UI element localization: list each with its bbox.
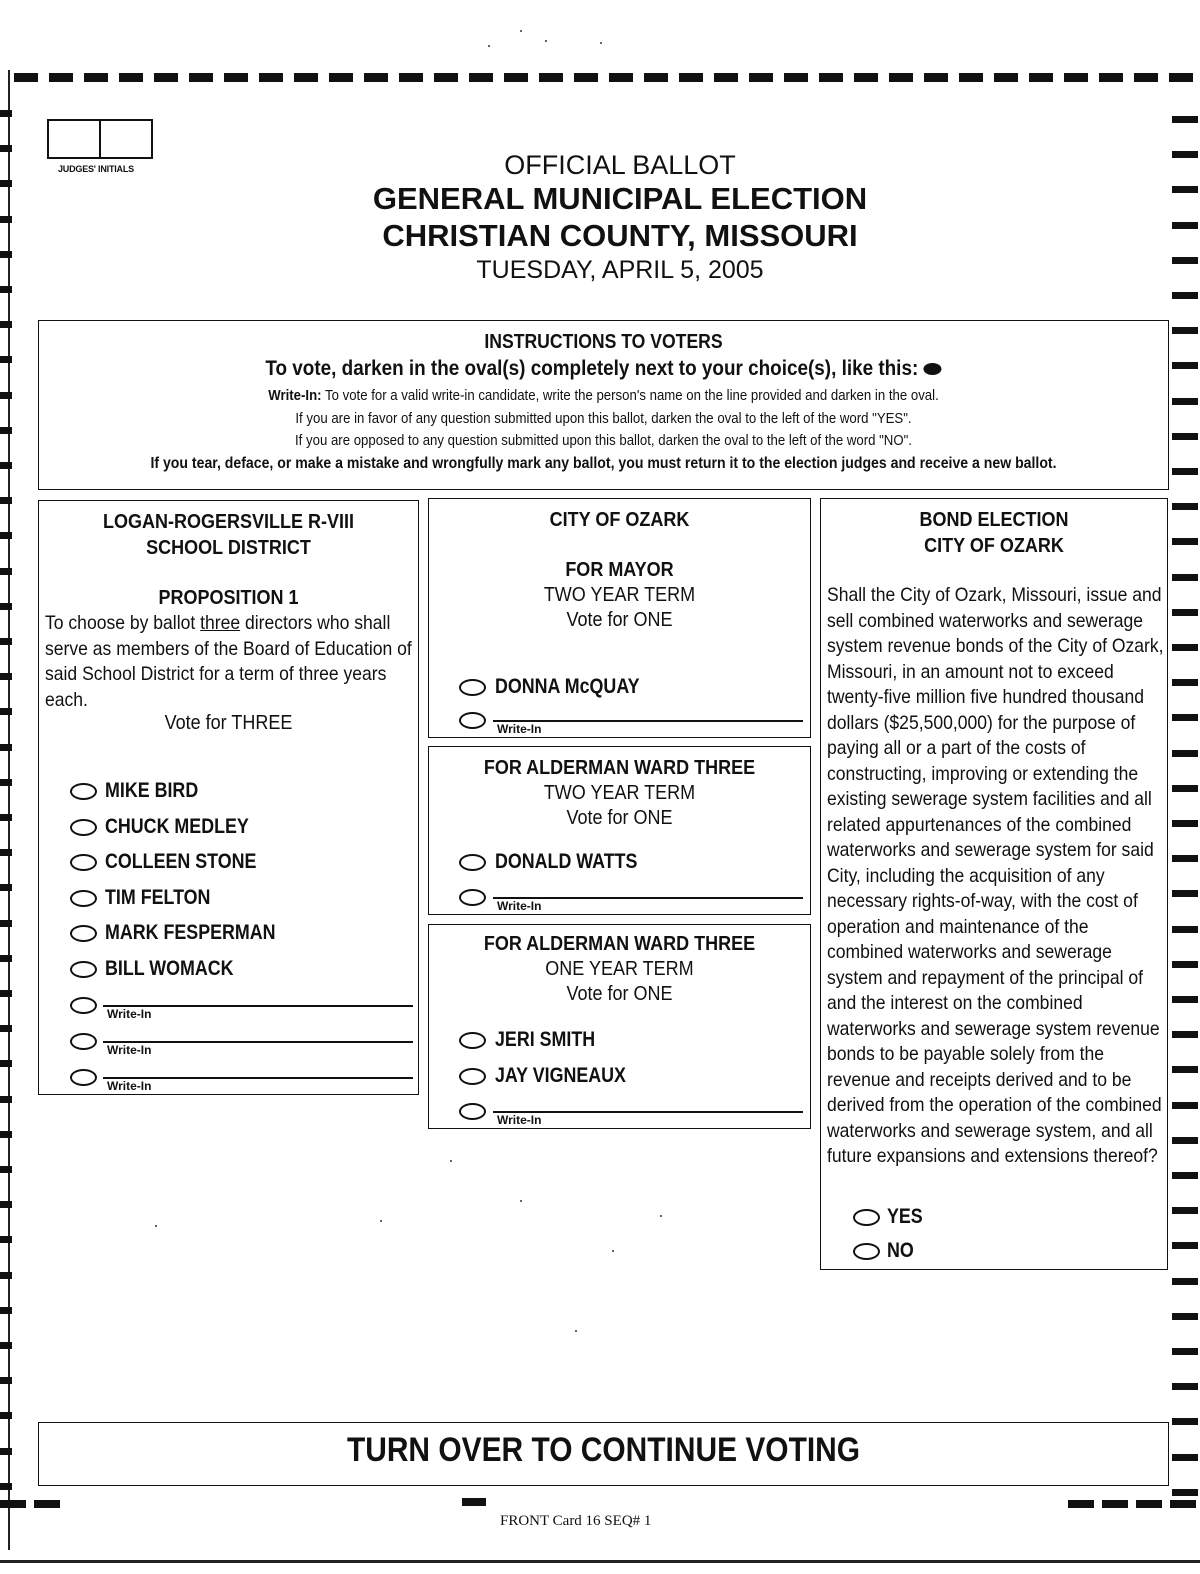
- vote-oval[interactable]: [70, 890, 97, 907]
- mayor-office: FOR MAYOR: [565, 559, 674, 581]
- timing-mark: [994, 73, 1018, 82]
- timing-mark: [539, 73, 563, 82]
- scan-speck: [660, 1215, 662, 1217]
- timing-mark: [0, 568, 12, 575]
- timing-mark: [0, 1025, 12, 1032]
- bond-question: Shall the City of Ozark, Missouri, issue and sell combined waterworks and sewerage system revenue bonds of the City of Ozark, Missouri, in an amount not to exceed twenty-five million five hundred thousand dollars ($25,500,000) for the purpose of paying all or a part of the costs of constructing, improving or extending the existing sewerage system facilities and all related appurtenances of the combined waterworks and sewerage system for said City, including the acquisition of any necessary rights-of-way, with the cost of operation and maintenance of the combined waterworks and sewerage system and repayment of the principal of and the interest on the combined waterworks and sewerage system revenue bonds to be payable solely from the revenue and receipts derived and to be derived from the operation of the combined waterworks and sewerage system, and all future expansions and extensions thereof?: [827, 584, 1164, 1167]
- timing-mark: [364, 73, 388, 82]
- candidate-name: DONALD WATTS: [495, 850, 638, 873]
- candidate-name: CHUCK MEDLEY: [105, 815, 249, 838]
- proposition-text-underlined: three: [200, 612, 241, 634]
- timing-mark: [1172, 151, 1198, 158]
- timing-mark: [0, 286, 12, 293]
- writein-label: Write-In: [107, 1079, 152, 1093]
- scan-speck: [612, 1250, 614, 1252]
- timing-mark: [1172, 750, 1198, 757]
- bond-election-contest: [820, 498, 1168, 1270]
- ward-one-office: FOR ALDERMAN WARD THREE: [483, 933, 756, 955]
- vote-oval[interactable]: [459, 854, 486, 871]
- timing-mark: [14, 73, 38, 82]
- timing-mark: [854, 73, 878, 82]
- scan-speck: [450, 1160, 452, 1162]
- timing-mark: [819, 73, 843, 82]
- timing-mark: [1172, 1348, 1198, 1355]
- timing-mark: [1172, 292, 1198, 299]
- timing-mark: [0, 321, 12, 328]
- ward-one-vote-for: Vote for ONE: [566, 983, 673, 1005]
- instructions-writein: [107, 387, 1101, 404]
- bond-heading-2: CITY OF OZARK: [924, 535, 1064, 557]
- timing-mark: [0, 849, 12, 856]
- yes-oval[interactable]: [853, 1209, 880, 1226]
- timing-mark: [1172, 820, 1198, 827]
- timing-mark: [1169, 73, 1193, 82]
- instructions-tear: If you tear, deface, or make a mistake and wrongfully mark any ballot, you must return it to the election judges and receive a new ballot.: [150, 455, 1057, 472]
- timing-mark: [0, 1412, 12, 1419]
- scan-speck: [520, 30, 522, 32]
- proposition-text: [45, 611, 414, 713]
- proposition-text-part-1: To choose by ballot: [45, 612, 201, 634]
- timing-mark: [0, 462, 12, 469]
- scan-speck: [380, 1220, 382, 1222]
- writein-label: Write-In: [497, 722, 542, 736]
- vote-oval[interactable]: [70, 961, 97, 978]
- timing-mark: [49, 73, 73, 82]
- scan-speck: [520, 1200, 522, 1202]
- timing-mark: [0, 1307, 12, 1314]
- ward-one-term: ONE YEAR TERM: [545, 958, 694, 980]
- timing-mark: [1172, 1066, 1198, 1073]
- card-sequence-label: FRONT Card 16 SEQ# 1: [500, 1513, 652, 1529]
- writein-oval[interactable]: [459, 889, 486, 906]
- timing-mark: [434, 73, 458, 82]
- timing-mark: [1172, 996, 1198, 1003]
- timing-mark: [0, 356, 12, 363]
- timing-mark: [1172, 362, 1198, 369]
- timing-mark: [1172, 1102, 1198, 1109]
- timing-mark: [469, 73, 493, 82]
- right-timing-marks: [1172, 110, 1200, 1490]
- timing-mark: [0, 814, 12, 821]
- writein-label: Write-In: [107, 1043, 152, 1057]
- timing-mark: [0, 673, 12, 680]
- school-district-contest: [38, 500, 419, 1095]
- election-date: TUESDAY, APRIL 5, 2005: [476, 256, 764, 284]
- timing-mark: [1172, 433, 1198, 440]
- timing-mark: [0, 1342, 12, 1349]
- school-heading-1: LOGAN-ROGERSVILLE R-VIII: [102, 511, 355, 533]
- timing-mark: [504, 73, 528, 82]
- county-name: CHRISTIAN COUNTY, MISSOURI: [382, 218, 858, 253]
- writein-label: Write-In: [497, 1113, 542, 1127]
- timing-mark: [0, 392, 12, 399]
- timing-mark: [1172, 398, 1198, 405]
- timing-mark: [0, 603, 12, 610]
- mayor-vote-for: Vote for ONE: [566, 609, 673, 631]
- candidate-name: JAY VIGNEAUX: [495, 1064, 626, 1087]
- mayor-heading: CITY OF OZARK: [549, 509, 690, 531]
- timing-mark: [1172, 609, 1198, 616]
- timing-mark: [1172, 574, 1198, 581]
- mayor-term: TWO YEAR TERM: [543, 584, 696, 606]
- timing-mark: [1172, 186, 1198, 193]
- page-bottom-edge: [0, 1560, 1200, 1563]
- timing-mark: [1172, 257, 1198, 264]
- alderman-one-year-contest: [428, 924, 811, 1129]
- timing-mark: [749, 73, 773, 82]
- no-oval[interactable]: [853, 1243, 880, 1260]
- timing-mark: [0, 779, 12, 786]
- timing-mark: [294, 73, 318, 82]
- proposition-text-part-2: directors who shall serve as members of the Board of Education of said School District for a term of three years each.: [45, 612, 412, 711]
- writein-oval[interactable]: [459, 1103, 486, 1120]
- timing-mark: [1172, 926, 1198, 933]
- timing-mark: [0, 708, 12, 715]
- timing-mark: [84, 73, 108, 82]
- timing-mark: [259, 73, 283, 82]
- writein-oval[interactable]: [459, 712, 486, 729]
- timing-mark: [34, 1500, 60, 1508]
- timing-mark: [0, 251, 12, 258]
- timing-mark: [1172, 961, 1198, 968]
- timing-mark: [1170, 1500, 1196, 1508]
- timing-mark: [1068, 1500, 1094, 1508]
- instructions-writein-text: To vote for a valid write-in candidate, write the person's name on the line provided and darken in the oval.: [324, 387, 939, 404]
- timing-mark: [1136, 1500, 1162, 1508]
- judges-initials-box[interactable]: [47, 119, 153, 159]
- vote-oval[interactable]: [459, 1032, 486, 1049]
- timing-mark: [1172, 644, 1198, 651]
- timing-mark: [1172, 1031, 1198, 1038]
- instructions-writein-label: Write-In:: [268, 387, 322, 404]
- timing-mark: [119, 73, 143, 82]
- candidate-name: BILL WOMACK: [105, 957, 234, 980]
- ballot-title: OFFICIAL BALLOT: [504, 150, 736, 180]
- timing-mark: [0, 1377, 12, 1384]
- timing-mark: [1172, 327, 1198, 334]
- bond-heading-1: BOND ELECTION: [919, 509, 1069, 531]
- filled-oval-example: [924, 363, 942, 375]
- timing-mark: [0, 180, 12, 187]
- yes-label: YES: [887, 1205, 923, 1228]
- ward-two-term: TWO YEAR TERM: [543, 782, 696, 804]
- bottom-timing-marks-right: [1068, 1500, 1200, 1508]
- timing-mark: [0, 427, 12, 434]
- instructions-main-text: To vote, darken in the oval(s) completely next to your choice(s), like this:: [265, 357, 919, 380]
- scan-speck: [600, 42, 602, 44]
- timing-mark: [1172, 538, 1198, 545]
- school-vote-for: Vote for THREE: [164, 712, 293, 734]
- timing-mark: [0, 1236, 12, 1243]
- timing-mark: [189, 73, 213, 82]
- timing-mark: [644, 73, 668, 82]
- election-name: GENERAL MUNICIPAL ELECTION: [372, 181, 868, 216]
- timing-mark: [0, 1166, 12, 1173]
- timing-mark: [1172, 1137, 1198, 1144]
- candidate-name: COLLEEN STONE: [105, 850, 257, 873]
- timing-mark: [0, 110, 12, 117]
- timing-mark: [0, 884, 12, 891]
- timing-mark: [574, 73, 598, 82]
- candidate-name: TIM FELTON: [105, 886, 211, 909]
- timing-mark: [1172, 890, 1198, 897]
- timing-mark: [1172, 468, 1198, 475]
- timing-mark: [1029, 73, 1053, 82]
- timing-mark: [924, 73, 948, 82]
- vote-oval[interactable]: [459, 679, 486, 696]
- timing-mark: [0, 1060, 12, 1067]
- timing-mark: [399, 73, 423, 82]
- scan-speck: [488, 45, 490, 47]
- writein-oval[interactable]: [70, 1033, 97, 1050]
- top-timing-marks: [0, 73, 1200, 83]
- timing-mark: [0, 990, 12, 997]
- timing-mark: [0, 497, 12, 504]
- instructions-box: [38, 320, 1169, 490]
- timing-mark: [0, 1500, 26, 1508]
- timing-mark: [1099, 73, 1123, 82]
- timing-mark: [1172, 714, 1198, 721]
- timing-mark: [0, 920, 12, 927]
- vote-oval[interactable]: [70, 783, 97, 800]
- timing-mark: [0, 1272, 12, 1279]
- timing-mark: [1172, 1242, 1198, 1249]
- turn-over-banner: [38, 1422, 1169, 1486]
- writein-oval[interactable]: [70, 997, 97, 1014]
- turn-over-text: TURN OVER TO CONTINUE VOTING: [346, 1431, 861, 1469]
- ward-two-vote-for: Vote for ONE: [566, 807, 673, 829]
- timing-mark: [784, 73, 808, 82]
- timing-mark: [0, 532, 12, 539]
- timing-mark: [1172, 855, 1198, 862]
- vote-oval[interactable]: [70, 925, 97, 942]
- timing-mark: [1134, 73, 1158, 82]
- proposition-title: PROPOSITION 1: [158, 587, 299, 609]
- vote-oval[interactable]: [70, 819, 97, 836]
- bottom-timing-mark-center: [462, 1498, 486, 1506]
- timing-mark: [1172, 1454, 1198, 1461]
- instructions-main: [95, 357, 1111, 381]
- timing-mark: [1172, 1418, 1198, 1425]
- instructions-heading: INSTRUCTIONS TO VOTERS: [484, 331, 723, 353]
- candidate-name: MIKE BIRD: [105, 779, 199, 802]
- vote-oval[interactable]: [70, 854, 97, 871]
- scan-speck: [575, 1330, 577, 1332]
- timing-mark: [1172, 116, 1198, 123]
- timing-mark: [1172, 222, 1198, 229]
- timing-mark: [1172, 503, 1198, 510]
- timing-mark: [224, 73, 248, 82]
- candidate-name: DONNA McQUAY: [495, 675, 640, 698]
- instructions-no: If you are opposed to any question submitted upon this ballot, darken the oval to the left of the word "NO".: [295, 432, 912, 449]
- instructions-yes: If you are in favor of any question submitted upon this ballot, darken the oval to the left of the word "YES".: [295, 410, 912, 427]
- timing-mark: [0, 1483, 12, 1490]
- writein-label: Write-In: [497, 899, 542, 913]
- timing-mark: [0, 145, 12, 152]
- timing-mark: [609, 73, 633, 82]
- timing-mark: [0, 744, 12, 751]
- candidate-name: JERI SMITH: [495, 1028, 596, 1051]
- no-label: NO: [887, 1239, 914, 1262]
- timing-mark: [0, 1201, 12, 1208]
- timing-mark: [154, 73, 178, 82]
- timing-mark: [1172, 1278, 1198, 1285]
- timing-mark: [1172, 1489, 1198, 1496]
- timing-mark: [1064, 73, 1088, 82]
- writein-label: Write-In: [107, 1007, 152, 1021]
- timing-mark: [1102, 1500, 1128, 1508]
- judges-initials-divider: [99, 121, 101, 157]
- timing-mark: [959, 73, 983, 82]
- ward-two-office: FOR ALDERMAN WARD THREE: [483, 757, 756, 779]
- mayor-contest: [428, 498, 811, 738]
- timing-mark: [1172, 1172, 1198, 1179]
- timing-mark: [1172, 785, 1198, 792]
- vote-oval[interactable]: [459, 1068, 486, 1085]
- alderman-two-year-contest: [428, 746, 811, 915]
- timing-mark: [1172, 1207, 1198, 1214]
- timing-mark: [0, 955, 12, 962]
- scan-speck: [155, 1225, 157, 1227]
- timing-mark: [1172, 1383, 1198, 1390]
- candidate-name: MARK FESPERMAN: [105, 921, 276, 944]
- timing-mark: [0, 638, 12, 645]
- timing-mark: [0, 1131, 12, 1138]
- writein-oval[interactable]: [70, 1069, 97, 1086]
- timing-mark: [0, 216, 12, 223]
- judges-initials-label: JUDGES' INITIALS: [58, 164, 134, 174]
- timing-mark: [0, 1448, 12, 1455]
- timing-mark: [329, 73, 353, 82]
- timing-mark: [714, 73, 738, 82]
- timing-mark: [0, 1096, 12, 1103]
- timing-mark: [889, 73, 913, 82]
- scan-speck: [545, 40, 547, 42]
- timing-mark: [679, 73, 703, 82]
- timing-mark: [1172, 679, 1198, 686]
- school-heading-2: SCHOOL DISTRICT: [146, 537, 311, 559]
- timing-mark: [1172, 1313, 1198, 1320]
- left-timing-marks: [0, 110, 14, 1490]
- bottom-timing-marks-left: [0, 1500, 70, 1508]
